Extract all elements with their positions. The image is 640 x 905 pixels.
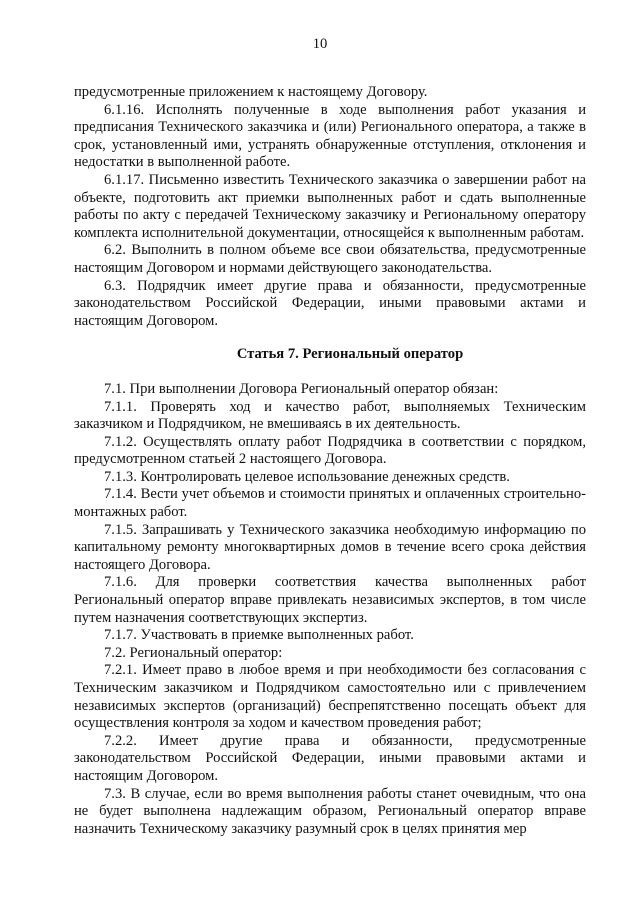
paragraph-7-1-5: 7.1.5. Запрашивать у Технического заказчика необходимую информацию по капитальному ремонту многоквартирных домов в течение всего срока действия настоящего Договора. (74, 521, 586, 573)
spacer (74, 364, 586, 381)
paragraph-7-1-4: 7.1.4. Вести учет объемов и стоимости принятых и оплаченных строительно-монтажных работ. (74, 486, 586, 521)
paragraph-7-2: 7.2. Региональный оператор: (104, 644, 283, 661)
paragraph-6-1-17: 6.1.17. Письменно известить Технического заказчика о завершении работ на объекте, подготовить акт приемки выполненных работ и сдать выполненные работы по акту с передачей Техническому заказчику и Региональному оператору комплекта исполнительной документации, относящейся к выполненным работам. (74, 171, 586, 241)
paragraph-7-1-6: 7.1.6. Для проверки соответствия качества выполненных работ Региональный оператор вправе привлекать независимых экспертов, в том числе путем назначения соответствующих экспертиз. (74, 574, 586, 626)
page-number: 10 (312, 36, 328, 52)
paragraph-7-1-3: 7.1.3. Контролировать целевое использование денежных средств. (104, 468, 510, 485)
article-heading: Статья 7. Региональный оператор (236, 346, 464, 363)
paragraph-7-1-1: 7.1.1. Проверять ход и качество работ, выполняемых Техническим заказчиком и Подрядчиком, не вмешиваясь в их деятельность. (74, 398, 586, 433)
spacer (74, 330, 586, 346)
paragraph-7-1-7: 7.1.7. Участвовать в приемке выполненных работ. (104, 627, 414, 644)
document-body (74, 84, 586, 838)
paragraph-6-3: 6.3. Подрядчик имеет другие права и обязанности, предусмотренные законодательством Российской Федерации, иными правовыми актами и настоящим Договором. (74, 277, 586, 329)
paragraph-7-1-2: 7.1.2. Осуществлять оплату работ Подрядчика в соответствии с порядком, предусмотренном статьей 2 настоящего Договора. (74, 433, 586, 468)
paragraph-7-1: 7.1. При выполнении Договора Региональный оператор обязан: (104, 380, 499, 397)
paragraph-continuation: предусмотренные приложением к настоящему Договору. (74, 84, 428, 100)
paragraph-7-2-1: 7.2.1. Имеет право в любое время и при необходимости без согласования с Техническим заказчиком и Подрядчиком самостоятельно или с привлечением независимых экспертов (организаций) беспрепятственно посещать объект для осуществления контроля за ходом и качеством проведения работ; (74, 662, 586, 732)
paragraph-6-1-16: 6.1.16. Исполнять полученные в ходе выполнения работ указания и предписания Технического заказчика и (или) Регионального оператора, а также в срок, установленный ими, устранять обнаруженные отступления, отклонения и недостатки в выполненной работе. (74, 101, 586, 171)
paragraph-7-3: 7.3. В случае, если во время выполнения работы станет очевидным, что она не будет выполнена надлежащим образом, Региональный оператор вправе назначить Техническому заказчику разумный срок в целях принятия мер (74, 785, 586, 837)
paragraph-7-2-2: 7.2.2. Имеет другие права и обязанности, предусмотренные законодательством Российской Федерации, иными правовыми актами и настоящим Договором. (74, 732, 586, 784)
paragraph-6-2: 6.2. Выполнить в полном объеме все свои обязательства, предусмотренные настоящим Договором и нормами действующего законодательства. (74, 242, 586, 276)
